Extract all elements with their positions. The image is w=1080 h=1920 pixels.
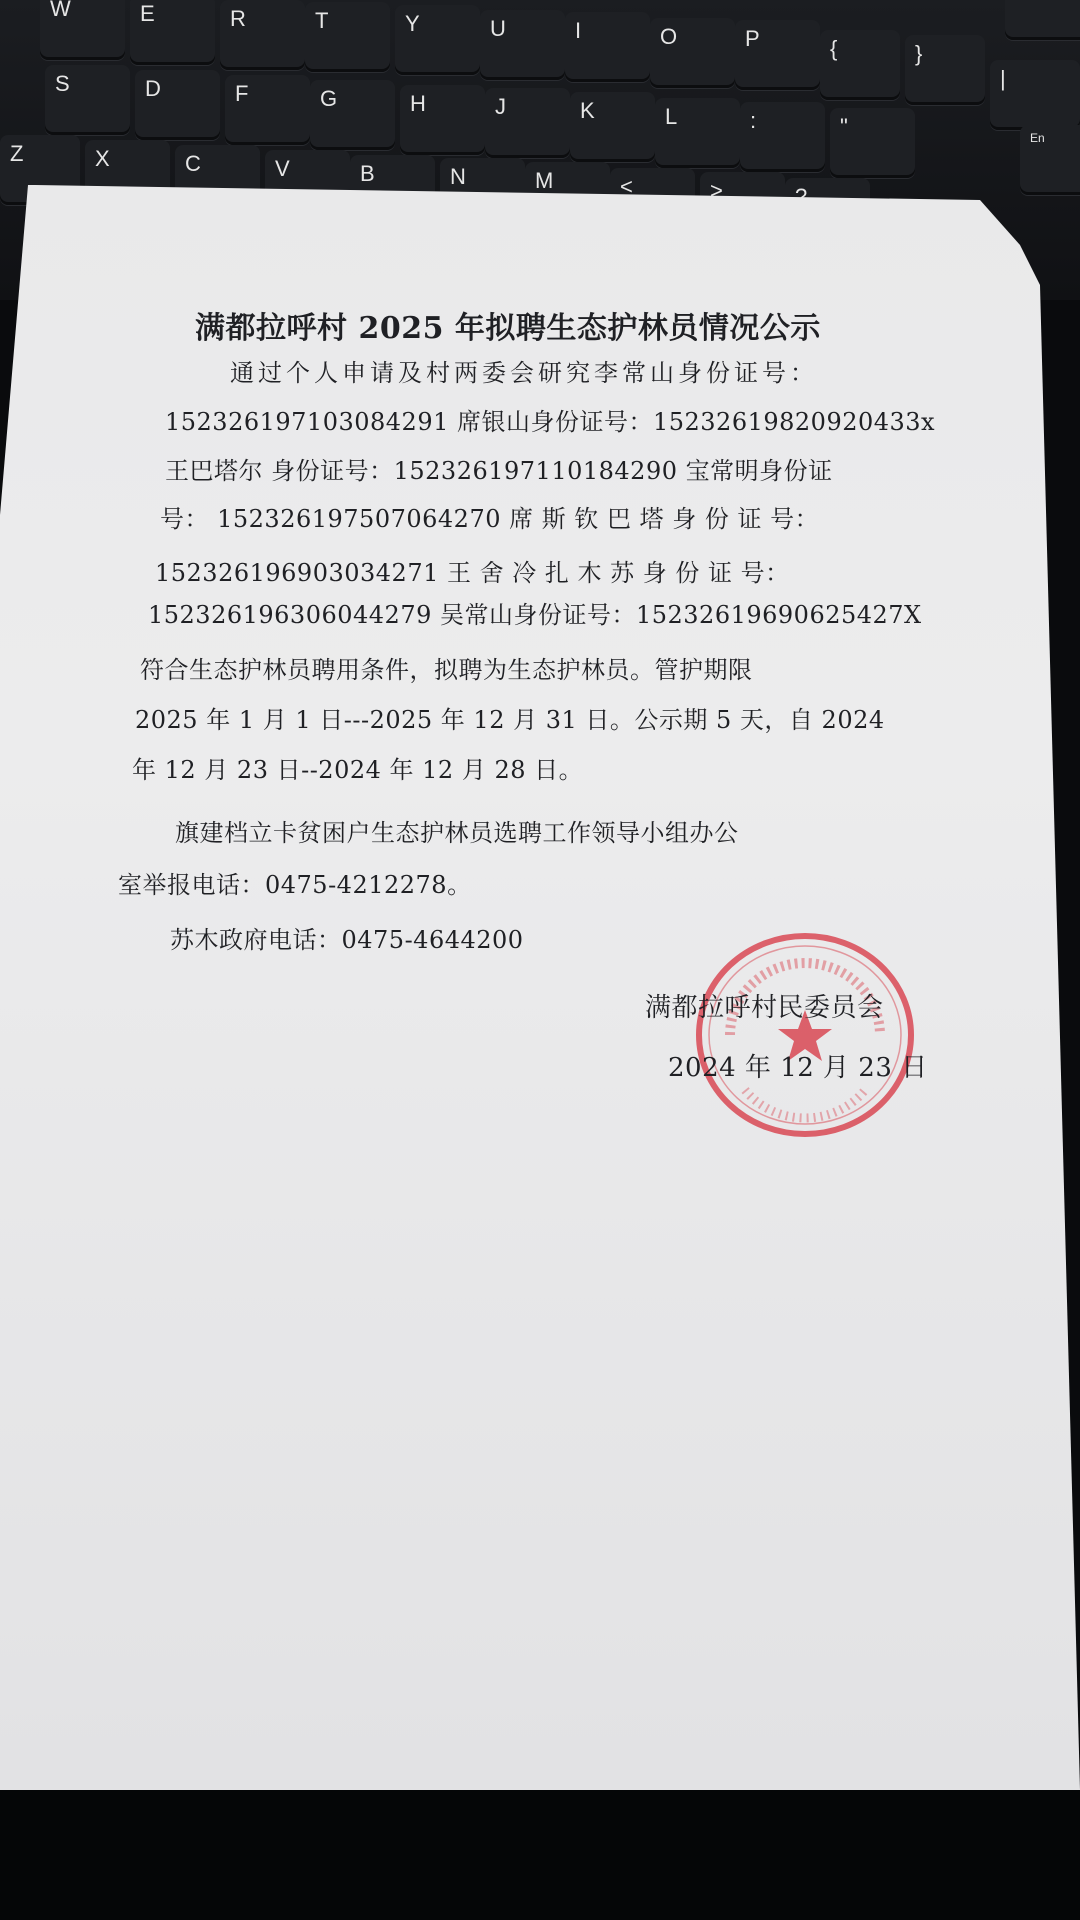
document-line: 旗建档立卡贫困户生态护林员选聘工作领导小组办公 [175, 819, 739, 847]
key-v: V [265, 150, 350, 220]
document-line: 152326196903034271 王 舍 冷 扎 木 苏 身 份 证 号： [155, 559, 790, 587]
document-line: 152326196306044279 吴常山身份证号：15232619690625427X [148, 601, 922, 629]
key-e: E [130, 0, 215, 65]
key-backspace [1005, 0, 1080, 40]
document-line: 年 12 月 23 日--2024 年 12 月 28 日。 [132, 756, 584, 784]
key-p: P [735, 20, 820, 90]
document-line: 通过个人申请及村两委会研究李常山身份证号： [230, 359, 818, 387]
key-x: X [85, 140, 170, 210]
signature-date: 2024 年 12 月 23 日 [668, 1053, 928, 1083]
key-y: Y [395, 5, 480, 75]
dark-background-edge [0, 1790, 1080, 1920]
document-title: 满都拉呼村 2025 年拟聘生态护林员情况公示 [195, 311, 821, 346]
key-u: U [480, 10, 565, 80]
document-line: 152326197103084291 席银山身份证号：15232619820920433x [165, 408, 936, 436]
document-line: 室举报电话：0475-4212278。 [118, 871, 472, 899]
key-r: R [220, 0, 305, 70]
document-line: 2025 年 1 月 1 日---2025 年 12 月 31 日。公示期 5 天，自 2024 [135, 706, 885, 734]
official-seal-stamp [690, 925, 920, 1145]
key-quote: " [830, 108, 915, 178]
key-brace-left: { [820, 30, 900, 100]
document-line: 苏木政府电话：0475-4644200 [170, 926, 524, 954]
key-m: M [525, 162, 610, 232]
key-enter: En [1020, 125, 1080, 195]
key-d: D [135, 70, 220, 140]
key-greater-than: > [700, 172, 785, 242]
key-brace-right: } [905, 35, 985, 105]
key-l: L [655, 98, 740, 168]
key-w: W [40, 0, 125, 60]
document-line: 号： 152326197507064270 席 斯 钦 巴 塔 身 份 证 号： [160, 505, 820, 533]
key-t: T [305, 2, 390, 72]
key-n: N [440, 158, 525, 228]
key-j: J [485, 88, 570, 158]
key-pipe: | [990, 60, 1080, 130]
key-c: C [175, 145, 260, 215]
key-k: K [570, 92, 655, 162]
key-z: Z [0, 135, 80, 205]
key-question: ? [785, 178, 870, 248]
document-line: 王巴塔尔 身份证号：152326197110184290 宝常明身份证 [165, 457, 833, 485]
key-b: B [350, 155, 435, 225]
document-line: 符合生态护林员聘用条件，拟聘为生态护林员。管护期限 [140, 656, 753, 684]
key-f: F [225, 75, 310, 145]
key-g: G [310, 80, 395, 150]
key-o: O [650, 18, 735, 88]
key-s: S [45, 65, 130, 135]
key-less-than: < [610, 168, 695, 238]
key-colon: : [740, 102, 825, 172]
key-h: H [400, 85, 485, 155]
signature-organization: 满都拉呼村民委员会 [645, 993, 884, 1023]
key-i: I [565, 12, 650, 82]
